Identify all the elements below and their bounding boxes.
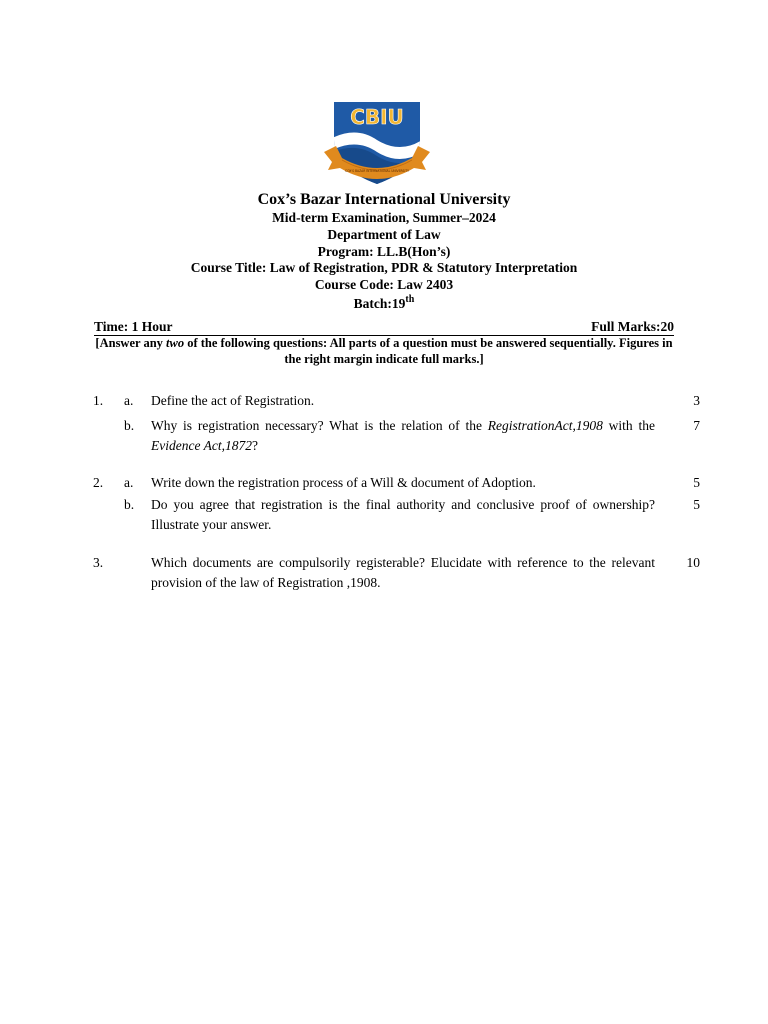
exam-title: Mid-term Examination, Summer–2024 — [272, 210, 496, 225]
exam-info-bar — [94, 319, 674, 336]
question-number: 3. — [93, 555, 104, 570]
question-text-segment: with the — [602, 418, 655, 433]
instructions-text-cont: of the following questions: All parts of a question must be answered sequentially. Figures in the right margin indicate full marks.] — [184, 336, 673, 366]
instructions — [94, 335, 674, 367]
logo-ribbon-text: COX'S BAZAR INTERNATIONAL UNIVERSITY — [345, 169, 410, 173]
question-marks: 10 — [686, 555, 700, 570]
question-part-label: a. — [124, 393, 134, 408]
question-text: Define the act of Registration. — [151, 393, 315, 408]
batch-suffix: th — [405, 294, 415, 305]
exam-time: Time: 1 Hour — [94, 319, 173, 334]
question-text-segment: Why is registration necessary? What is the relation of the — [151, 418, 488, 433]
question-text: Write down the registration process of a Will & document of Adoption. — [151, 475, 536, 490]
question-number: 1. — [93, 393, 104, 408]
course-code: Course Code: Law 2403 — [314, 277, 454, 292]
question-part-label: a. — [124, 475, 134, 490]
logo-text: CBIU — [350, 105, 404, 129]
university-name: Cox’s Bazar International University — [257, 191, 511, 208]
full-marks: Full Marks:20 — [591, 319, 674, 334]
act-reference: RegistrationAct,1908 — [487, 418, 603, 433]
batch — [0, 296, 768, 312]
question-marks: 5 — [693, 497, 700, 512]
question-text: Do you agree that registration is the final authority and conclusive proof of ownership? Illustrate your answer. — [151, 497, 655, 532]
question-text — [151, 416, 655, 456]
question-part-label: b. — [124, 418, 135, 433]
instructions-emphasis: two — [166, 336, 185, 350]
instructions-text: [Answer any — [95, 336, 167, 350]
question-text: Which documents are compulsorily registerable? Elucidate with reference to the relevant provision of the law of Registration ,1908. — [151, 555, 655, 590]
batch-label: Batch:19 — [353, 296, 406, 311]
question-number: 2. — [93, 475, 104, 490]
question-marks: 3 — [693, 393, 700, 408]
question-marks: 5 — [693, 475, 700, 490]
program: Program: LL.B(Hon’s) — [317, 244, 451, 259]
course-title: Course Title: Law of Registration, PDR & Statutory Interpretation — [190, 260, 578, 275]
university-logo — [322, 96, 432, 188]
act-reference: Evidence Act,1872 — [151, 438, 252, 453]
question-text-segment: ? — [251, 438, 258, 453]
department: Department of Law — [327, 227, 441, 242]
question-marks: 7 — [693, 418, 700, 433]
question-part-label: b. — [124, 497, 135, 512]
